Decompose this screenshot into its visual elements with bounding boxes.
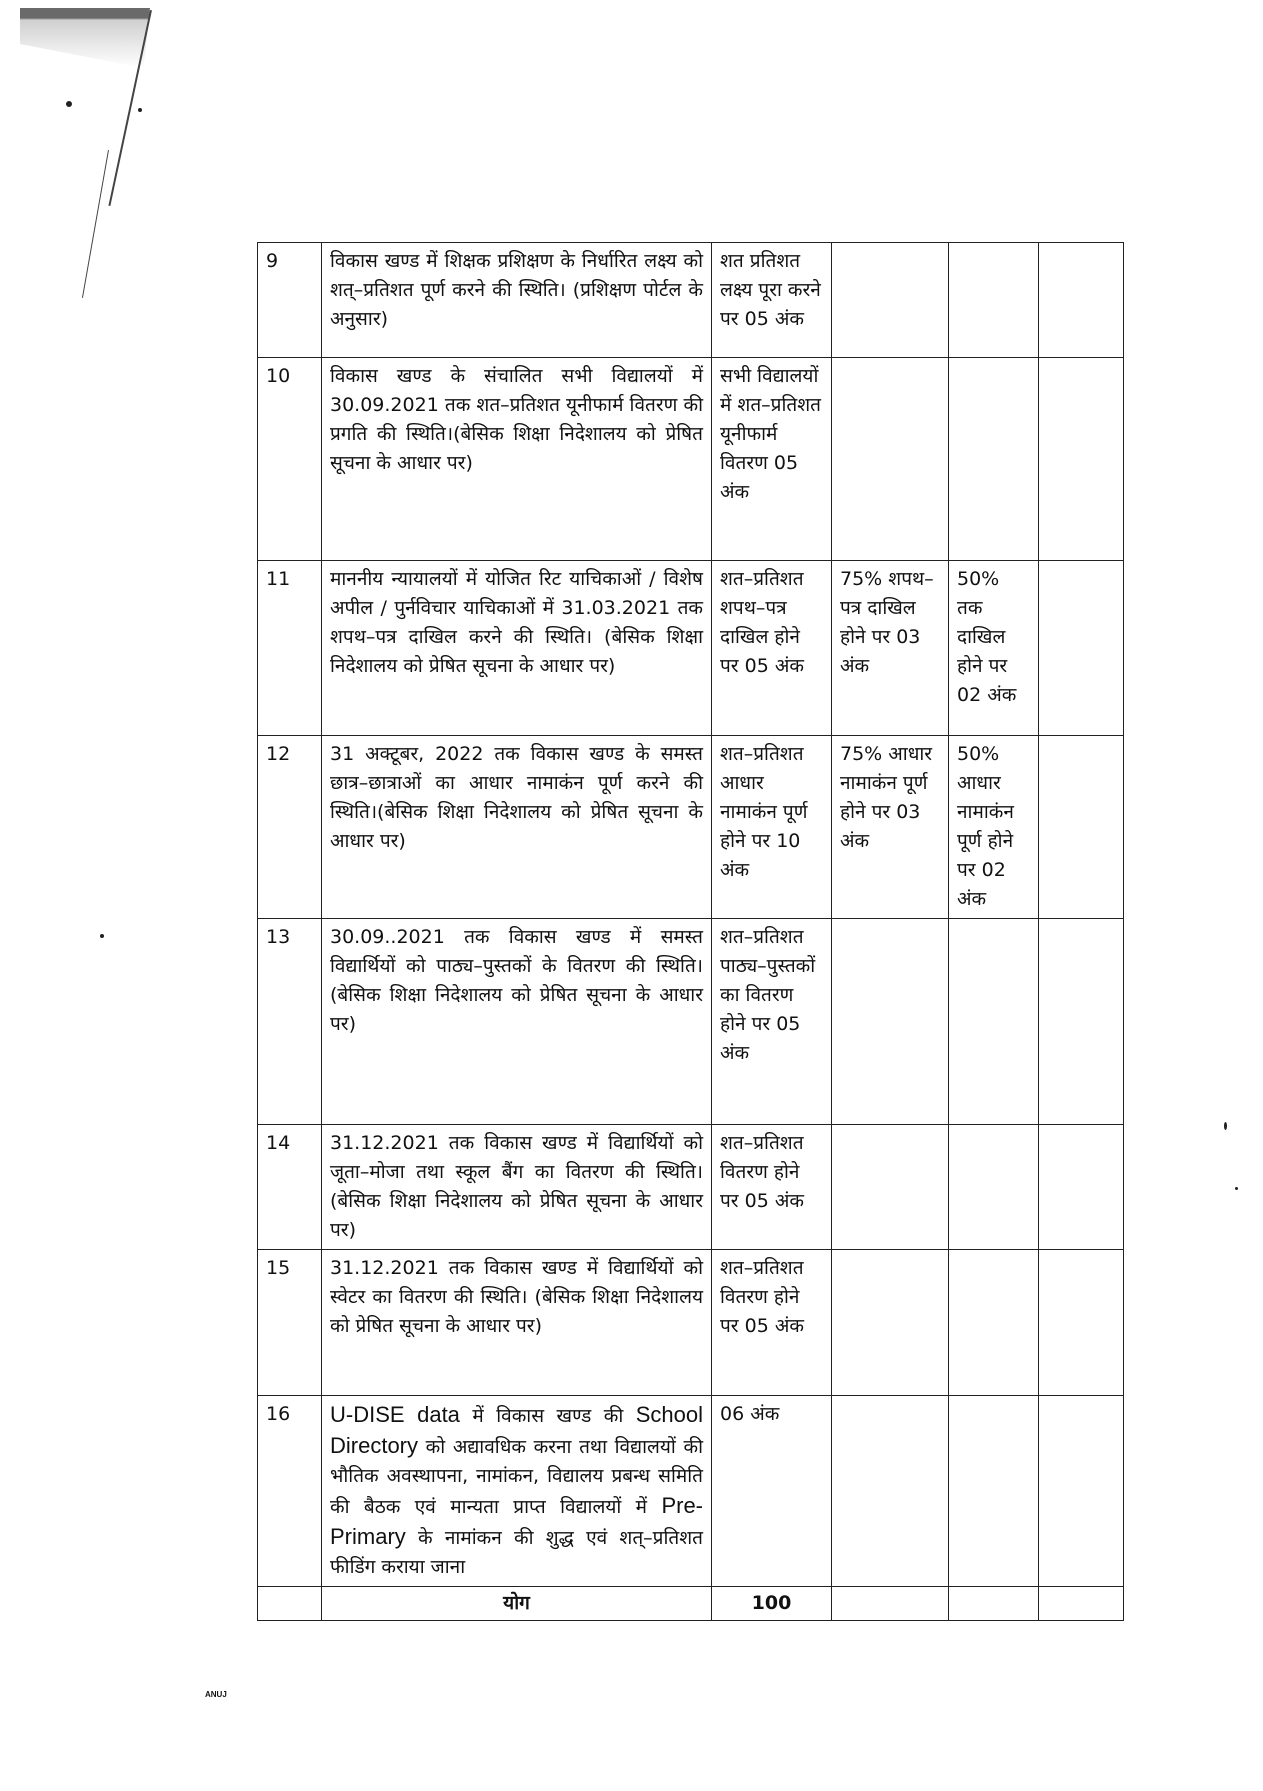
row-description: 30.09..2021 तक विकास खण्ड में समस्त विद्यार्थियों को पाठ्य–पुस्तकों के वितरण की स्थिति। (बेसिक शिक्षा निदेशालय को प्रेषित सूचना के आधार पर)	[322, 919, 712, 1125]
remarks-cell	[1039, 1396, 1124, 1587]
scan-speck	[100, 934, 104, 938]
row-number: 10	[258, 358, 322, 561]
partial-criteria-50	[949, 1250, 1039, 1396]
partial-criteria-50	[949, 243, 1039, 358]
row-number: 16	[258, 1396, 322, 1587]
row-number: 9	[258, 243, 322, 358]
partial-criteria-50	[949, 1125, 1039, 1250]
full-criteria: शत–प्रतिशत शपथ–पत्र दाखिल होने पर 05 अंक	[712, 561, 832, 736]
table-row	[258, 243, 1124, 358]
desc-part: U-DISE data	[330, 1402, 460, 1427]
scan-artifact-line	[82, 150, 109, 298]
partial-criteria-75	[832, 358, 949, 561]
remarks-cell	[1039, 358, 1124, 561]
row-number: 12	[258, 736, 322, 919]
total-empty-cell	[949, 1587, 1039, 1621]
partial-criteria-50	[949, 358, 1039, 561]
remarks-cell	[1039, 243, 1124, 358]
row-number: 13	[258, 919, 322, 1125]
partial-criteria-75	[832, 1396, 949, 1587]
remarks-cell	[1039, 1125, 1124, 1250]
full-criteria: शत–प्रतिशत वितरण होने पर 05 अंक	[712, 1250, 832, 1396]
desc-part: Pre-Primary	[330, 1493, 703, 1549]
scan-speck	[1235, 1187, 1238, 1190]
row-description	[322, 1396, 712, 1587]
desc-part: School Directory	[330, 1402, 703, 1458]
remarks-cell	[1039, 1250, 1124, 1396]
scan-speck	[1224, 1122, 1227, 1130]
remarks-cell	[1039, 561, 1124, 736]
total-label: योग	[322, 1587, 712, 1621]
full-criteria: सभी विद्यालयों में शत–प्रतिशत यूनीफार्म वितरण 05 अंक	[712, 358, 832, 561]
total-empty-cell	[1039, 1587, 1124, 1621]
desc-part: को अद्यावधिक करना तथा विद्यालयों की भौतिक अवस्थापना, नामांकन, विद्यालय प्रबन्ध समिति की बैठक एवं मान्यता प्राप्त विद्यालयों में	[330, 1436, 703, 1518]
table-row	[258, 736, 1124, 919]
table-row	[258, 1125, 1124, 1250]
full-criteria: शत–प्रतिशत पाठ्य–पुस्तकों का वितरण होने पर 05 अंक	[712, 919, 832, 1125]
row-description: 31.12.2021 तक विकास खण्ड में विद्यार्थियों को जूता–मोजा तथा स्कूल बैंग का वितरण की स्थिति। (बेसिक शिक्षा निदेशालय को प्रेषित सूचना के आधार पर)	[322, 1125, 712, 1250]
table-row	[258, 358, 1124, 561]
row-number: 14	[258, 1125, 322, 1250]
full-criteria: शत प्रतिशत लक्ष्य पूरा करने पर 05 अंक	[712, 243, 832, 358]
full-criteria: शत–प्रतिशत वितरण होने पर 05 अंक	[712, 1125, 832, 1250]
partial-criteria-75	[832, 243, 949, 358]
partial-criteria-75	[832, 1250, 949, 1396]
footer-initials: ANUJ	[205, 1690, 227, 1699]
scan-speck	[138, 108, 142, 112]
desc-part: के नामांकन की शुद्ध एवं शत्–प्रतिशत फीडिंग कराया जाना	[330, 1527, 703, 1578]
row-number: 15	[258, 1250, 322, 1396]
evaluation-table	[257, 242, 1124, 1621]
row-description: माननीय न्यायालयों में योजित रिट याचिकाओं / विशेष अपील / पुर्नविचार याचिकाओं में 31.03.2021 तक शपथ–पत्र दाखिल करने की स्थिति। (बेसिक शिक्षा निदेशालय को प्रेषित सूचना के आधार पर)	[322, 561, 712, 736]
full-criteria: शत–प्रतिशत आधार नामाकंन पूर्ण होने पर 10 अंक	[712, 736, 832, 919]
scan-artifact	[20, 8, 150, 68]
row-description: 31.12.2021 तक विकास खण्ड में विद्यार्थियों को स्वेटर का वितरण की स्थिति। (बेसिक शिक्षा निदेशालय को प्रेषित सूचना के आधार पर)	[322, 1250, 712, 1396]
remarks-cell	[1039, 736, 1124, 919]
partial-criteria-75	[832, 919, 949, 1125]
table-row	[258, 561, 1124, 736]
scan-speck	[66, 101, 72, 107]
row-description: विकास खण्ड में शिक्षक प्रशिक्षण के निर्धारित लक्ष्य को शत्–प्रतिशत पूर्ण करने की स्थिति। (प्रशिक्षण पोर्टल के अनुसार)	[322, 243, 712, 358]
row-description: 31 अक्टूबर, 2022 तक विकास खण्ड के समस्त छात्र–छात्राओं का आधार नामाकंन पूर्ण करने की स्थिति।(बेसिक शिक्षा निदेशालय को प्रेषित सूचना के आधार पर)	[322, 736, 712, 919]
remarks-cell	[1039, 919, 1124, 1125]
table-row	[258, 1396, 1124, 1587]
total-empty-cell	[832, 1587, 949, 1621]
partial-criteria-50: 50% तक दाखिल होने पर 02 अंक	[949, 561, 1039, 736]
table-row	[258, 919, 1124, 1125]
total-sn-cell	[258, 1587, 322, 1621]
full-criteria: 06 अंक	[712, 1396, 832, 1587]
partial-criteria-75: 75% शपथ–पत्र दाखिल होने पर 03 अंक	[832, 561, 949, 736]
row-description: विकास खण्ड के संचालित सभी विद्यालयों में 30.09.2021 तक शत–प्रतिशत यूनीफार्म वितरण की प्रगति की स्थिति।(बेसिक शिक्षा निदेशालय को प्रेषित सूचना के आधार पर)	[322, 358, 712, 561]
partial-criteria-50: 50% आधार नामाकंन पूर्ण होने पर 02 अंक	[949, 736, 1039, 919]
desc-part: में विकास खण्ड की	[459, 1405, 636, 1427]
total-value: 100	[712, 1587, 832, 1621]
partial-criteria-50	[949, 1396, 1039, 1587]
total-row	[258, 1587, 1124, 1621]
partial-criteria-75: 75% आधार नामाकंन पूर्ण होने पर 03 अंक	[832, 736, 949, 919]
partial-criteria-50	[949, 919, 1039, 1125]
row-number: 11	[258, 561, 322, 736]
table-row	[258, 1250, 1124, 1396]
partial-criteria-75	[832, 1125, 949, 1250]
